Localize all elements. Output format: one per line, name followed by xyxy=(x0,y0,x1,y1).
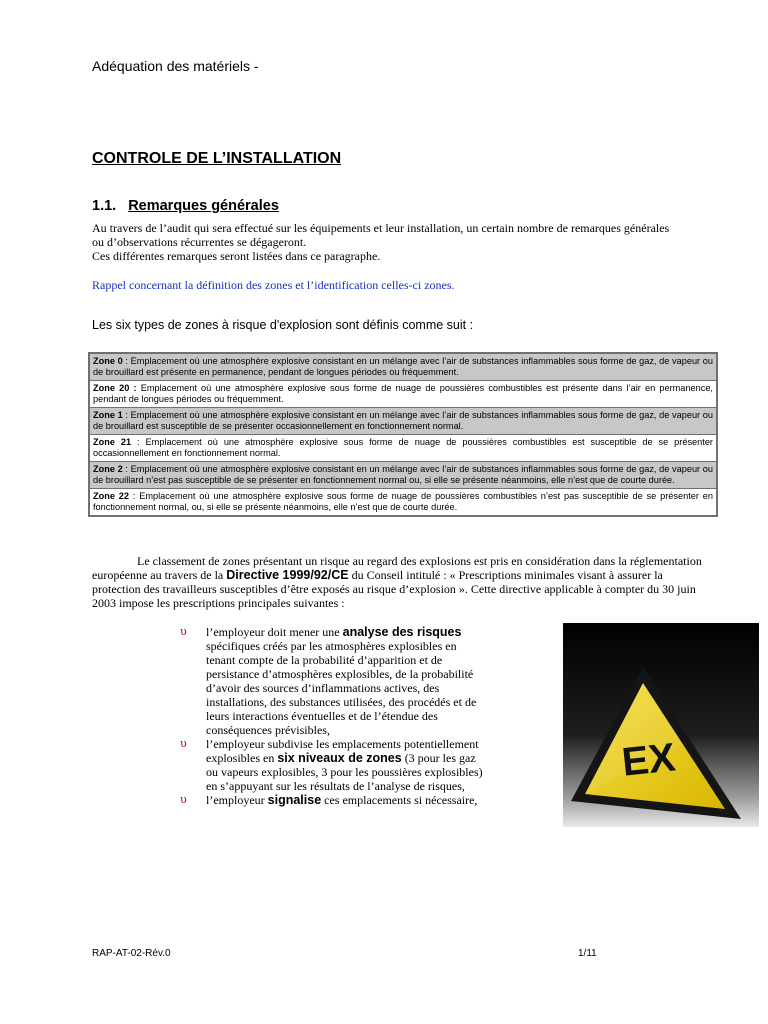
zone-cell: Zone 21 : Emplacement où une atmosphère explosive sous forme de nuage de poussières combustibles est susceptible de se présenter occasionnellement en fonctionnement normal. xyxy=(89,435,717,462)
zone-description: Emplacement où une atmosphère explosive sous forme de nuage de poussières combustibles n’est pas susceptible de se présenter en fonctionnement normal, ou, si elle se présente néanmoins, elle n’est que de courte durée. xyxy=(93,491,713,512)
list-item: υ l’employeur signalise ces emplacements si nécessaire, xyxy=(180,793,478,807)
page-header: Adéquation des matériels - xyxy=(92,58,259,74)
zone-types-intro: Les six types de zones à risque d'explosion sont définis comme suit : xyxy=(92,318,474,332)
table-row xyxy=(89,462,717,489)
page-number: 1/11 xyxy=(578,948,597,959)
zones-reminder: Rappel concernant la définition des zones et l’identification celles-ci zones. xyxy=(92,278,455,292)
classement-paragraph: Le classement de zones présentant un risque au regard des explosions est pris en considération dans la réglementation européenne au travers de la Directive 1999/92/CE du Conseil intitulé : « Prescriptions minimales visant à assurer la protection des travailleurs susceptibles d’être exposés au risque d’explosion ». Cette directive applicable à compter du 30 juin 2003 impose les prescriptions principales suivantes : xyxy=(92,554,702,610)
section-title: Remarques générales xyxy=(128,198,279,214)
bullet-keyword: signalise xyxy=(267,793,322,807)
zone-cell: Zone 0 : Emplacement où une atmosphère explosive consistant en un mélange avec l’air de substances inflammables sous forme de gaz, de vapeur ou de brouillard est présente en permanence, pendant de longues périodes ou fréquemment. xyxy=(89,353,717,381)
intro-line: Au travers de l’audit qui sera effectué sur les équipements et leur installation, un certain nombre de remarques générales ou d’observations récurrentes se dégageront. xyxy=(92,221,670,250)
bullet-keyword: analyse des risques xyxy=(342,625,462,639)
section-heading xyxy=(92,198,279,214)
zone-label: Zone 22 xyxy=(93,491,130,501)
zone-label: Zone 1 xyxy=(93,410,123,420)
bullet-icon: υ xyxy=(180,793,187,806)
list-item: υ l’employeur doit mener une analyse des risques spécifiques créés par les atmosphères explosibles en tenant compte de la probabilité d’apparition et de persistance d’atmosphères explosibles, de la probabilité d’avoir des sources d’inflammations actives, des installations, des substances utilisées, des procédés et de leurs interactions éventuelles et de l’étendue des conséquences prévisibles, xyxy=(180,625,477,737)
directive-reference: Directive 1999/92/CE xyxy=(226,568,349,582)
zone-description: Emplacement où une atmosphère explosive consistant en un mélange avec l’air de substances inflammables sous forme de gaz, de vapeur ou de brouillard est présente en permanence, pendant de longues périodes ou fréquemment. xyxy=(93,356,714,377)
ex-warning-sign-image xyxy=(563,623,759,827)
section-number: 1.1. xyxy=(92,198,117,214)
list-item: υ l’employeur subdivise les emplacements potentiellement explosibles en six niveaux de zones (3 pour les gaz ou vapeurs explosibles, 3 pour les poussières explosibles) en s’appuyant sur les résultats de l’analyse de risques, xyxy=(180,737,483,793)
zone-cell xyxy=(89,381,717,408)
zone-description: Emplacement où une atmosphère explosive sous forme de nuage de poussières combustibles est présente dans l’air en permanence, pendant de longues périodes ou fréquemment. xyxy=(93,383,713,404)
zone-label: Zone 20 : xyxy=(93,383,137,393)
zone-definitions-table xyxy=(88,352,718,517)
table-row xyxy=(89,435,717,462)
table-row xyxy=(89,408,717,435)
zone-label: Zone 2 xyxy=(93,464,123,474)
page-title: CONTROLE DE L’INSTALLATION xyxy=(92,150,342,167)
zone-description: Emplacement où une atmosphère explosive consistant en un mélange avec l’air de substances inflammables sous forme de gaz, de vapeur ou de brouillard n’est pas susceptible de se présenter en fonctionnement normal ou, si elle se présente néanmoins, elle n’est que de courte durée. xyxy=(93,464,714,485)
table-row xyxy=(89,353,717,381)
zone-description: Emplacement où une atmosphère explosive consistant en un mélange avec l’air de substances inflammables sous forme de gaz, de vapeur ou de brouillard est susceptible de se présenter occasionnellement en fonctionnement normal. xyxy=(93,410,714,431)
table-row xyxy=(89,489,717,517)
zone-cell: Zone 2 : Emplacement où une atmosphère explosive consistant en un mélange avec l’air de substances inflammables sous forme de gaz, de vapeur ou de brouillard n’est pas susceptible de se présenter en fonctionnement normal ou, si elle se présente néanmoins, elle n’est que de courte durée. xyxy=(89,462,717,489)
bullet-icon: υ xyxy=(180,625,187,638)
document-reference: RAP-AT-02-Rév.0 xyxy=(92,948,171,959)
svg-text:EX: EX xyxy=(619,735,678,785)
ex-warning-triangle-icon xyxy=(563,623,759,827)
zone-cell: Zone 1 : Emplacement où une atmosphère explosive consistant en un mélange avec l’air de substances inflammables sous forme de gaz, de vapeur ou de brouillard est susceptible de se présenter occasionnellement en fonctionnement normal. xyxy=(89,408,717,435)
bullet-keyword: six niveaux de zones xyxy=(277,751,402,765)
zone-description: Emplacement où une atmosphère explosive sous forme de nuage de poussières combustibles est susceptible de se présenter occasionnellement en fonctionnement normal. xyxy=(93,437,713,458)
intro-line: Ces différentes remarques seront listées dans ce paragraphe. xyxy=(92,249,381,264)
zone-label: Zone 0 xyxy=(93,356,123,366)
zone-cell: Zone 22 : Emplacement où une atmosphère explosive sous forme de nuage de poussières combustibles n’est pas susceptible de se présenter en fonctionnement normal, ou, si elle se présente néanmoins, elle n’est que de courte durée. xyxy=(89,489,717,517)
intro-paragraph xyxy=(92,221,682,264)
requirements-list xyxy=(180,625,486,807)
bullet-icon: υ xyxy=(180,737,187,750)
table-row xyxy=(89,381,717,408)
zone-label: Zone 21 xyxy=(93,437,132,447)
